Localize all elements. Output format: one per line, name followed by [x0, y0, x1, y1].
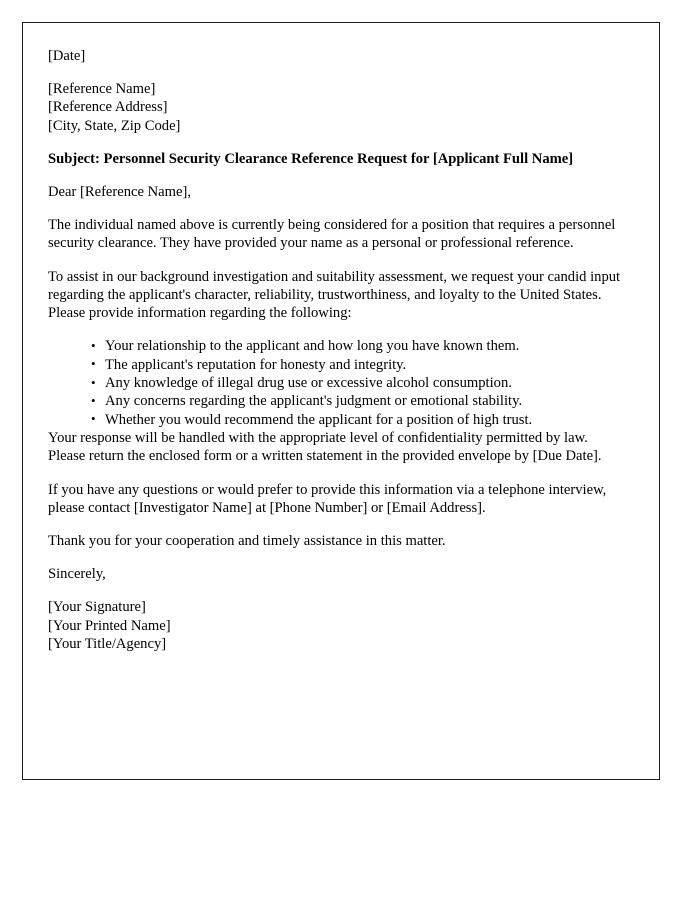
recipient-address-block — [48, 80, 628, 135]
list-item: • The applicant's reputation for honesty and integrity. — [91, 356, 628, 374]
recipient-address-line-3: [City, State, Zip Code] — [48, 117, 181, 134]
signature-line: [Your Signature] — [48, 599, 146, 616]
date-placeholder: [Date] — [48, 48, 86, 64]
salutation: Dear [Reference Name], — [48, 184, 192, 201]
signature-block — [48, 598, 628, 653]
paragraph-contact: If you have any questions or would prefer to provide this information via a telephone interview, please contact [Investigator Name] at [Phone Number] or [Email Address]. — [48, 481, 607, 516]
letter-page — [22, 22, 660, 780]
paragraph-request: To assist in our background investigation and suitability assessment, we request your candid input regarding the applicant's character, reliability, trustworthiness, and loyalty to the United States. Please provide information regarding the following: — [48, 268, 621, 322]
recipient-address-line-1: [Reference Name] — [48, 81, 156, 98]
paragraph-confidentiality: Your response will be handled with the appropriate level of confidentiality permitted by law. Please return the enclosed form or a written statement in the provided envelope by [Due Date]. — [48, 430, 602, 465]
closing-salutation: Sincerely, — [48, 566, 106, 583]
list-item: • Your relationship to the applicant and how long you have known them. — [91, 337, 628, 355]
paragraph-intro: The individual named above is currently being considered for a position that requires a personnel security clearance. They have provided your name as a personal or professional reference. — [48, 217, 616, 252]
subject-line: Subject: Personnel Security Clearance Reference Request for [Applicant Full Name] — [48, 150, 574, 167]
list-item: • Any concerns regarding the applicant's judgment or emotional stability. — [91, 392, 628, 410]
title-agency-line: [Your Title/Agency] — [48, 635, 167, 652]
paragraph-thanks: Thank you for your cooperation and timely assistance in this matter. — [48, 533, 446, 550]
information-request-list — [48, 337, 628, 429]
recipient-address-line-2: [Reference Address] — [48, 99, 168, 116]
list-item: • Whether you would recommend the applicant for a position of high trust. — [91, 411, 628, 429]
printed-name-line: [Your Printed Name] — [48, 617, 171, 634]
list-item: • Any knowledge of illegal drug use or excessive alcohol consumption. — [91, 374, 628, 392]
letter-content — [48, 47, 628, 653]
